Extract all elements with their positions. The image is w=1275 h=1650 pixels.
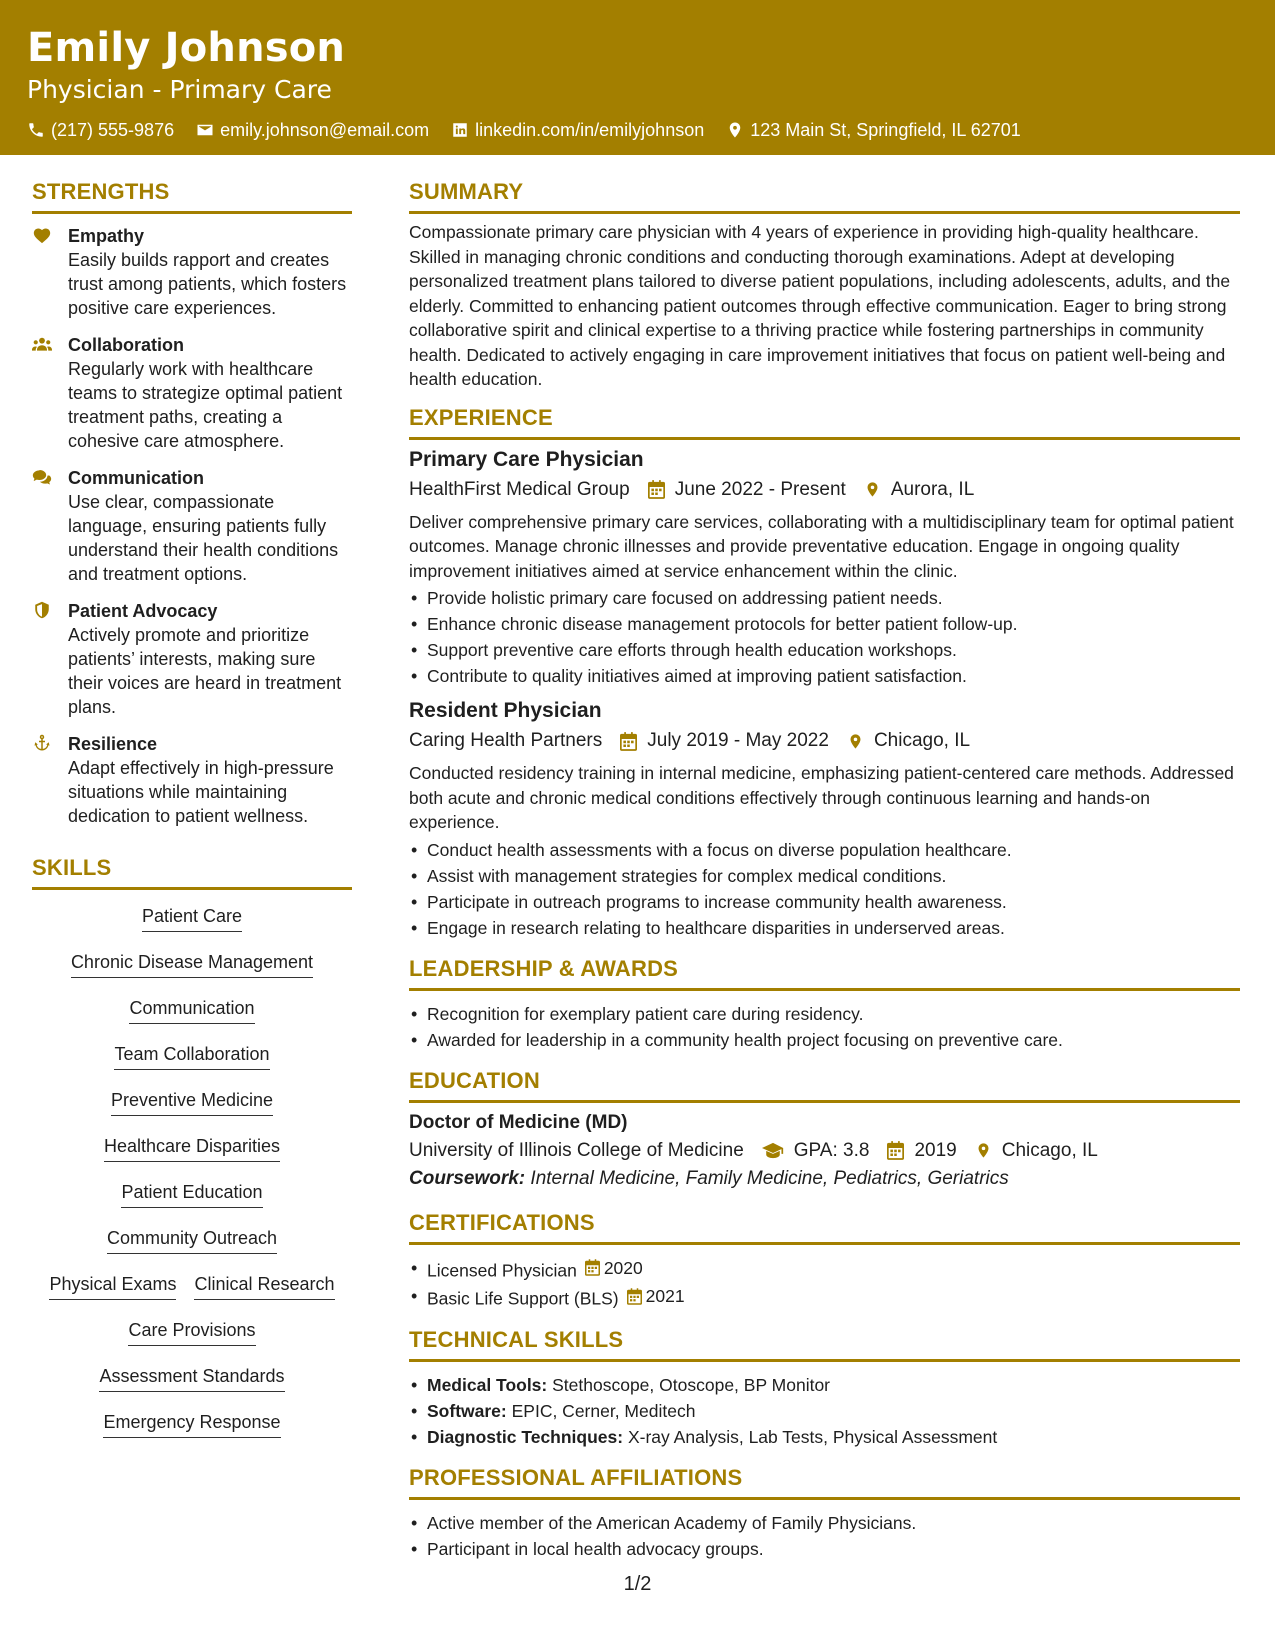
linkedin-text[interactable]: linkedin.com/in/emilyjohnson	[475, 120, 705, 140]
strength-desc: Adapt effectively in high-pressure situations while maintaining dedication to patient wellness.	[68, 758, 334, 826]
calendar-icon	[585, 1259, 600, 1276]
skill-tag: Patient Care	[142, 904, 242, 932]
job-entry	[409, 446, 1240, 690]
contact-email[interactable]	[196, 118, 429, 142]
job-meta	[409, 727, 1240, 755]
gpa: GPA: 3.8	[793, 1139, 870, 1161]
education-meta	[409, 1137, 1240, 1165]
left-column	[32, 178, 352, 1452]
strengths-title: STRENGTHS	[32, 178, 352, 214]
certification-year: 2020	[603, 1257, 643, 1278]
location-icon	[975, 1141, 992, 1160]
strength-title: Empathy	[68, 226, 145, 246]
education-title: EDUCATION	[409, 1067, 1240, 1103]
education-section	[409, 1067, 1240, 1193]
job-entry	[409, 697, 1240, 941]
affiliations-list	[409, 1510, 1240, 1562]
technical-skill-item	[409, 1372, 1240, 1398]
right-column	[409, 178, 1240, 1572]
location-icon	[847, 732, 864, 751]
certification-item	[409, 1283, 1240, 1312]
technical-skill-value: X-ray Analysis, Lab Tests, Physical Assessment	[627, 1426, 998, 1447]
affiliation-item: • Participant in local health advocacy groups.	[409, 1536, 1240, 1562]
technical-skill-label: Diagnostic Techniques:	[427, 1426, 624, 1447]
affiliation-item: • Active member of the American Academy of Family Physicians.	[409, 1510, 1240, 1536]
technical-skills-list	[409, 1372, 1240, 1450]
job-dates: June 2022 - Present	[674, 478, 846, 500]
strength-title: Communication	[68, 468, 205, 488]
job-location: Chicago, IL	[873, 730, 971, 751]
strength-item	[32, 466, 352, 586]
affiliations-section	[409, 1464, 1240, 1562]
strength-item	[32, 333, 352, 453]
location-icon	[864, 480, 881, 499]
technical-skills-title: TECHNICAL SKILLS	[409, 1326, 1240, 1362]
coursework	[409, 1165, 1240, 1193]
calendar-icon	[648, 480, 665, 499]
skill-tag: Assessment Standards	[99, 1364, 284, 1392]
skill-tag: Team Collaboration	[114, 1042, 269, 1070]
address-text: 123 Main St, Springfield, IL 62701	[750, 120, 1021, 140]
technical-skill-label: Software:	[427, 1400, 507, 1421]
skill-tag: Chronic Disease Management	[71, 950, 313, 978]
contact-address	[726, 118, 1021, 142]
school: University of Illinois College of Medicine	[409, 1139, 744, 1161]
contact-linkedin[interactable]	[451, 118, 704, 142]
job-bullet: • Contribute to quality initiatives aimed at improving patient satisfaction.	[409, 663, 1240, 689]
summary-section	[409, 178, 1240, 392]
linkedin-icon	[451, 121, 469, 139]
calendar-icon	[887, 1141, 904, 1160]
job-bullet: • Engage in research relating to healthcare disparities in underserved areas.	[409, 915, 1240, 941]
skill-tag: Clinical Research	[194, 1272, 334, 1300]
location-icon	[726, 121, 744, 139]
users-icon	[32, 335, 52, 353]
certification-year: 2021	[645, 1286, 685, 1306]
certifications-title: CERTIFICATIONS	[409, 1209, 1240, 1245]
certifications-list	[409, 1255, 1240, 1312]
phone-text: (217) 555-9876	[51, 120, 175, 140]
anchor-icon	[32, 734, 52, 752]
job-bullets	[409, 585, 1240, 689]
strength-item	[32, 732, 352, 828]
job-title: Primary Care Physician	[409, 447, 644, 471]
graduation-cap-icon	[762, 1141, 784, 1160]
certification-name: Basic Life Support (BLS)	[427, 1288, 619, 1309]
job-bullets	[409, 837, 1240, 941]
summary-title: SUMMARY	[409, 178, 1240, 214]
job-company: HealthFirst Medical Group	[409, 478, 630, 500]
skill-tag: Physical Exams	[49, 1272, 176, 1300]
skills-list	[32, 900, 352, 1452]
strength-title: Patient Advocacy	[68, 601, 218, 621]
calendar-icon	[627, 1288, 642, 1305]
leadership-item: • Recognition for exemplary patient care during residency.	[409, 1001, 1240, 1027]
job-bullet: • Conduct health assessments with a focus on diverse population healthcare.	[409, 837, 1240, 863]
strength-desc: Actively promote and prioritize patients’ interests, making sure their voices are heard in treatment plans.	[68, 625, 342, 717]
job-location: Aurora, IL	[890, 478, 975, 500]
shield-icon	[32, 601, 52, 619]
heart-icon	[32, 226, 52, 244]
candidate-role: Physician - Primary Care	[27, 75, 332, 104]
skill-tag: Community Outreach	[107, 1226, 277, 1254]
leadership-list	[409, 1001, 1240, 1053]
job-bullet: • Assist with management strategies for complex medical conditions.	[409, 863, 1240, 889]
email-text[interactable]: emily.johnson@email.com	[220, 120, 430, 140]
graduation-year: 2019	[914, 1139, 957, 1161]
summary-text: Compassionate primary care physician with 4 years of experience in providing high-quality healthcare. Skilled in managing chronic conditions and conducting thorough examinations. Adept at developing personalized treatment plans tailored to diverse patient populations, including adolescents, adults, and the elderly. Committed to enhancing patient outcomes through effective communication. Eager to bring strong collaborative spirit and clinical expertise to a thriving practice while fostering partnerships in community health. Dedicated to actively engaging in care improvement initiatives that focus on patient well-being and health education.	[409, 222, 1231, 389]
skill-tag: Care Provisions	[128, 1318, 255, 1346]
skill-tag: Communication	[129, 996, 254, 1024]
job-bullet: • Support preventive care efforts through health education workshops.	[409, 637, 1240, 663]
strength-desc: Use clear, compassionate language, ensuring patients fully understand their health conditions and treatment options.	[68, 492, 339, 584]
technical-skill-label: Medical Tools:	[427, 1374, 548, 1395]
job-bullet: • Participate in outreach programs to increase community health awareness.	[409, 889, 1240, 915]
certifications-section	[409, 1209, 1240, 1312]
skill-tag: Healthcare Disparities	[104, 1134, 280, 1162]
job-bullet: • Provide holistic primary care focused on addressing patient needs.	[409, 585, 1240, 611]
technical-skill-item	[409, 1424, 1240, 1450]
strength-desc: Regularly work with healthcare teams to strategize optimal patient treatment paths, creating a cohesive care atmosphere.	[68, 359, 343, 451]
affiliations-title: PROFESSIONAL AFFILIATIONS	[409, 1464, 1240, 1500]
strength-desc: Easily builds rapport and creates trust among patients, which fosters positive care experiences.	[68, 250, 347, 318]
experience-section	[409, 404, 1240, 941]
education-location: Chicago, IL	[1001, 1139, 1098, 1161]
leadership-item: • Awarded for leadership in a community health project focusing on preventive care.	[409, 1027, 1240, 1053]
experience-title: EXPERIENCE	[409, 404, 1240, 440]
skill-tag: Emergency Response	[103, 1410, 280, 1438]
job-dates: July 2019 - May 2022	[647, 730, 829, 751]
coursework-label: Coursework:	[409, 1167, 526, 1189]
technical-skills-section	[409, 1326, 1240, 1450]
job-meta	[409, 476, 1240, 504]
certification-item	[409, 1255, 1240, 1284]
phone-icon	[27, 121, 45, 139]
skills-title: SKILLS	[32, 854, 352, 890]
strength-title: Collaboration	[68, 335, 184, 355]
skill-tag: Patient Education	[121, 1180, 262, 1208]
job-company: Caring Health Partners	[409, 730, 603, 751]
comments-icon	[32, 468, 52, 486]
page-number: 1/2	[623, 1573, 652, 1595]
calendar-icon	[620, 732, 637, 751]
job-title: Resident Physician	[409, 699, 602, 722]
job-description: Deliver comprehensive primary care services, collaborating with a multidisciplinary team for optimal patient outcomes. Manage chronic illnesses and provide preventative education. Engage in ongoing quality improvement initiatives aimed at service enhancement within the clinic.	[409, 511, 1234, 581]
technical-skill-value: Stethoscope, Otoscope, BP Monitor	[552, 1374, 831, 1395]
technical-skill-value: EPIC, Cerner, Meditech	[511, 1400, 696, 1421]
strength-item	[32, 224, 352, 320]
skill-tag: Preventive Medicine	[111, 1088, 273, 1116]
degree: Doctor of Medicine (MD)	[409, 1111, 628, 1133]
leadership-title: LEADERSHIP & AWARDS	[409, 955, 1240, 991]
strength-item	[32, 599, 352, 719]
contact-phone	[27, 118, 174, 142]
candidate-name: Emily Johnson	[27, 25, 346, 71]
job-bullet: • Enhance chronic disease management protocols for better patient follow-up.	[409, 611, 1240, 637]
resume-header	[0, 0, 1275, 155]
technical-skill-item	[409, 1398, 1240, 1424]
job-description: Conducted residency training in internal medicine, emphasizing patient-centered care methods. Addressed both acute and chronic medical conditions effectively through continuous learning and hands-on experience.	[409, 763, 1234, 832]
contact-bar	[27, 118, 1248, 142]
certification-name: Licensed Physician	[427, 1260, 577, 1280]
coursework-list: Internal Medicine, Family Medicine, Pediatrics, Geriatrics	[530, 1167, 1009, 1189]
email-icon	[196, 121, 214, 139]
leadership-section	[409, 955, 1240, 1053]
strength-title: Resilience	[68, 734, 158, 754]
